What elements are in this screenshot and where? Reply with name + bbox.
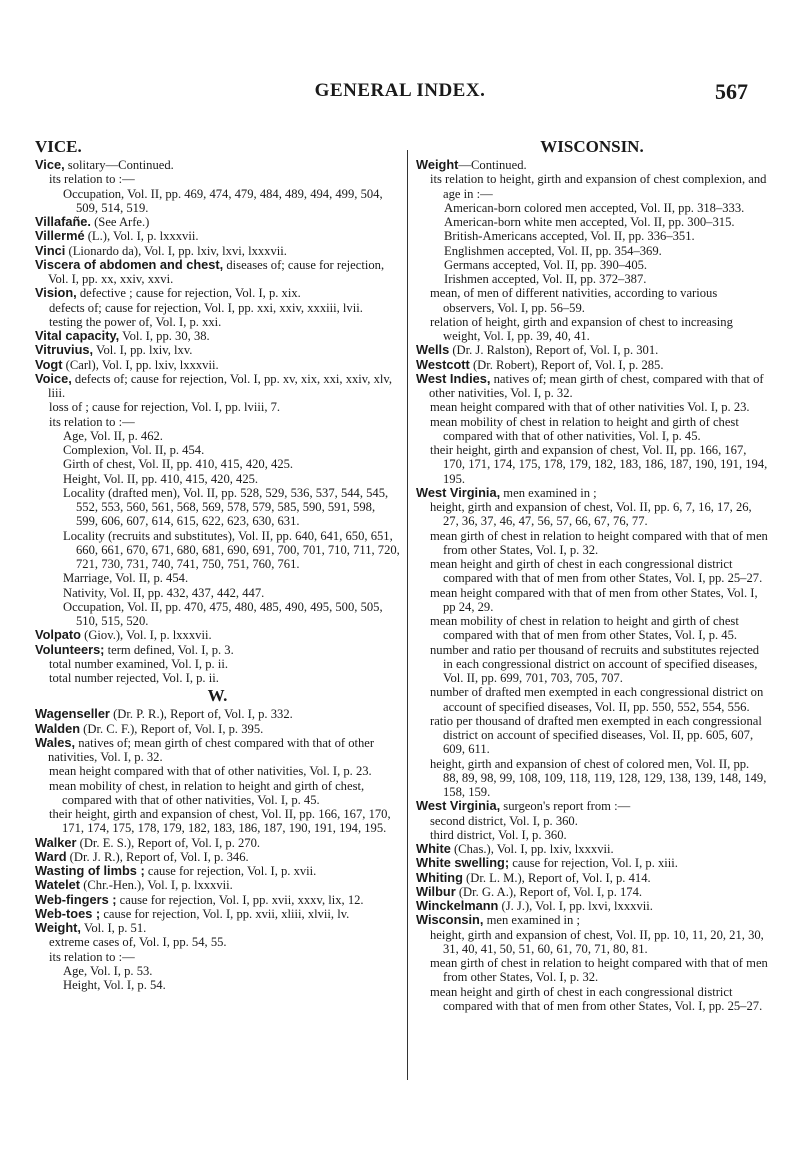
entry-text: ratio per thousand of drafted men exempted in each congressional district on account of specified diseases, Vol. II, pp. 605, 607, 609, 611. [430,713,762,757]
index-entry [35,215,400,229]
entry-text: Occupation, Vol. II, pp. 469, 474, 479, 484, 489, 494, 499, 504, 509, 514, 519. [63,186,383,215]
index-entry [35,329,400,343]
entry-term: West Virginia, [416,484,501,500]
entry-text: their height, girth and expansion of chest, Vol. II, pp. 166, 167, 170, 171, 174, 175, 178, 179, 182, 183, 186, 187, 190, 191, 194, 195. [430,443,768,486]
index-subentry [35,486,400,529]
index-entry [416,885,768,899]
entry-text: total number rejected, Vol. I, p. ii. [49,671,219,685]
entry-term: Volunteers; [35,641,105,657]
entry-text: Complexion, Vol. II, p. 454. [63,443,205,457]
entry-text: defective ; cause for rejection, Vol. I, p. xix. [76,286,301,301]
index-entry [35,722,400,736]
entry-text: (Dr. J. Ralston), Report of, Vol. I, p. 301. [449,343,659,358]
entry-text: surgeon's report from :— [500,799,631,814]
entry-text: American-born colored men accepted, Vol. II, pp. 318–333. [444,200,745,215]
entry-term: Walker [35,834,77,850]
index-entry [35,628,400,642]
index-subentry [416,985,768,1014]
index-subentry [35,671,400,685]
index-entry [416,358,768,372]
entry-text: men examined in ; [500,485,597,500]
entry-term: Wells [416,342,450,358]
entry-term: Vice, [35,157,65,172]
entry-text: cause for rejection, Vol. I, pp. xvii, xliii, xlvii, lv. [100,906,350,921]
entry-text: Age, Vol. II, p. 462. [63,428,163,443]
index-entry [416,799,768,813]
entry-text: loss of ; cause for rejection, Vol. I, pp. lviii, 7. [49,400,281,415]
entry-text: cause for rejection, Vol. I, p. xiii. [509,856,678,871]
page-header [0,80,800,110]
entry-term: Villermé [35,228,85,244]
entry-text: diseases of; cause for rejection, Vol. I, pp. xx, xxiv, xxvi. [48,257,385,286]
index-entry [35,836,400,850]
entry-term: West Virginia, [416,798,501,814]
index-entry [416,871,768,885]
running-title: GENERAL INDEX. [314,80,486,101]
entry-text: British-Americans accepted, Vol. II, pp. 336–351. [444,229,695,244]
index-entry [35,864,400,878]
entry-text: (Dr. G. A.), Report of, Vol. I, p. 174. [455,884,643,899]
index-subentry [416,500,768,529]
index-subentry [416,557,768,586]
entry-text: total number examined, Vol. I, p. ii. [49,656,228,671]
index-subentry [35,964,400,978]
entry-term: Vitruvius, [35,342,94,358]
entry-text: Vol. I, pp. 30, 38. [119,329,210,343]
index-subentry [416,928,768,957]
entry-text: (See Arfe.) [90,215,150,229]
entry-text: mean height compared with that of men from other States, Vol. I, pp 24, 29. [430,585,758,614]
entry-text: mean height compared with that of other nativities Vol. I, p. 23. [430,400,750,415]
section-letter: W. [207,686,228,706]
index-subentry [416,586,768,615]
index-subentry [35,172,400,186]
entry-text: Locality (recruits and substitutes), Vol. II, pp. 640, 641, 650, 651, 660, 661, 670, 671, 680, 681, 690, 691, 700, 701, 710, 711, 720, 721, 730, 731, 740, 741, 750, 751, 760, 761. [63,528,400,571]
entry-text: their height, girth and expansion of chest, Vol. II, pp. 166, 167, 170, 171, 174, 175, 178, 179, 182, 183, 186, 187, 190, 191, 194, 195. [49,807,391,836]
index-subentry [35,457,400,471]
index-subentry [416,400,768,414]
index-entry [416,913,768,927]
index-subentry [35,429,400,443]
entry-text: Height, Vol. I, p. 54. [63,978,166,992]
index-subentry [35,779,400,808]
entry-term: Vogt [35,356,63,372]
index-subentry [416,244,768,258]
entry-text: third district, Vol. I, p. 360. [430,827,567,842]
entry-text: mean girth of chest in relation to height compared with that of men from other States, Vol. I, p. 32. [430,528,768,557]
entry-term: White [416,841,451,856]
entry-text: number and ratio per thousand of recruits and substitutes rejected in each congressional district on account of specified diseases, Vol. II, pp. 699, 701, 703, 705, 707. [430,642,760,685]
index-entry [35,907,400,921]
entry-text: mean mobility of chest in relation to height and girth of chest compared with that of men from other States, Vol. I, p. 45. [430,614,739,643]
index-entry [416,372,768,401]
entry-text: (Carl), Vol. I, pp. lxiv, lxxxvii. [62,357,219,372]
entry-text: cause for rejection, Vol. I, pp. xvii, xxxv, lix, 12. [116,892,364,907]
entry-term: Vinci [35,242,66,258]
entry-text: mean height and girth of chest in each congressional district compared with that of men from other States, Vol. I, pp. 25–27. [430,984,763,1013]
index-subentry [416,415,768,444]
index-entry [35,921,400,935]
index-subentry [35,315,400,329]
entry-text: mean girth of chest in relation to height compared with that of men from other States, Vol. I, p. 32. [430,956,768,985]
entry-term: Westcott [416,356,470,372]
entry-term: Wilbur [416,883,456,899]
index-subentry [35,472,400,486]
index-subentry [416,685,768,714]
entry-term: Web-fingers ; [35,891,117,907]
index-entry [35,258,400,287]
entry-term: Voice, [35,370,72,386]
entry-text: Height, Vol. II, pp. 410, 415, 420, 425. [63,471,259,486]
entry-term: Wagenseller [35,706,110,722]
entry-term: Wasting of limbs ; [35,863,145,878]
entry-text: Irishmen accepted, Vol. II, pp. 372–387. [444,272,647,286]
entry-term: White swelling; [416,855,510,871]
entry-term: West Indies, [416,370,491,386]
entry-text: (Lionardo da), Vol. I, pp. lxiv, lxvi, lxxxvii. [65,243,287,258]
index-entry [35,286,400,300]
index-subentry [35,571,400,585]
entry-text: testing the power of, Vol. I, p. xxi. [49,314,222,329]
entry-text: Locality (drafted men), Vol. II, pp. 528, 529, 536, 537, 544, 545, 552, 553, 560, 561, 568, 569, 578, 579, 585, 590, 591, 598, 599, 606, 607, 614, 615, 622, 623, 630, 631. [63,485,389,529]
index-subentry [416,172,768,201]
index-entry [416,856,768,870]
index-subentry [35,529,400,572]
index-subentry [35,301,400,315]
entry-text: (Dr. Robert), Report of, Vol. I, p. 285. [469,357,664,372]
entry-text: Nativity, Vol. II, pp. 432, 437, 442, 447. [63,585,265,600]
index-entry [416,842,768,856]
index-entry [35,736,400,765]
entry-text: its relation to :— [49,949,135,964]
entry-text: relation of height, girth and expansion of chest to increasing weight, Vol. I, pp. 39, 40, 41. [430,314,733,343]
left-column [35,136,400,992]
entry-text: (Chr.-Hen.), Vol. I, p. lxxxvii. [80,878,233,893]
index-subentry [416,258,768,272]
entry-text: extreme cases of, Vol. I, pp. 54, 55. [49,935,227,950]
index-subentry [416,714,768,757]
index-subentry [416,215,768,229]
entry-text: (Chas.), Vol. I, pp. lxiv, lxxxvii. [450,842,614,856]
entry-term: Volpato [35,627,81,643]
entry-term: Web-toes ; [35,905,101,921]
entry-term: Weight [416,157,459,172]
entry-text: natives of; mean girth of chest, compared with that of other nativities, Vol. I, p. 32. [429,371,764,400]
entry-term: Whiting [416,869,463,885]
entry-text: number of drafted men exempted in each congressional district on account of specified diseases, Vol. II, pp. 550, 552, 554, 556. [430,685,764,714]
index-subentry [35,978,400,992]
index-subentry [416,272,768,286]
index-entry [35,229,400,243]
entry-text: height, girth and expansion of chest, Vol. II, pp. 6, 7, 16, 17, 26, 27, 36, 37, 46, 47, 56, 57, 66, 67, 76, 77. [430,500,752,529]
entry-text: term defined, Vol. I, p. 3. [104,642,234,657]
index-subentry [416,315,768,344]
entry-term: Ward [35,848,67,864]
entry-text: mean mobility of chest, in relation to height and girth of chest, compared with that of other nativities, Vol. I, p. 45. [49,778,365,807]
index-entry [35,707,400,721]
entry-text: mean height compared with that of other nativities, Vol. I, p. 23. [49,764,372,779]
entry-text: Marriage, Vol. II, p. 454. [63,571,189,586]
index-entry [35,244,400,258]
entry-text: its relation to :— [49,172,135,187]
index-subentry [35,807,400,836]
index-subentry [416,643,768,686]
entry-term: Weight, [35,920,81,935]
entry-text: men examined in ; [483,913,580,928]
index-subentry [35,443,400,457]
entry-text: height, girth and expansion of chest of colored men, Vol. II, pp. 88, 89, 98, 99, 108, 109, 118, 119, 128, 129, 138, 139, 148, 149, 158, 159. [430,756,767,799]
index-subentry [35,764,400,778]
entry-text: Occupation, Vol. II, pp. 470, 475, 480, 485, 490, 495, 500, 505, 510, 515, 520. [63,599,383,628]
entry-text: Vol. I, pp. lxiv, lxv. [93,343,193,358]
entry-term: Winckelmann [416,898,499,913]
entry-text: (Dr. C. F.), Report of, Vol. I, p. 395. [80,721,264,736]
index-entry [416,343,768,357]
index-subentry [416,229,768,243]
entry-text: (Dr. J. R.), Report of, Vol. I, p. 346. [66,849,249,864]
entry-text: Englishmen accepted, Vol. II, pp. 354–369. [444,243,662,258]
entry-text: (Dr. E. S.), Report of, Vol. I, p. 270. [76,835,261,850]
index-subentry [35,657,400,671]
entry-text: (Dr. P. R.), Report of, Vol. I, p. 332. [109,707,293,722]
entry-text: mean height and girth of chest in each congressional district compared with that of men from other States, Vol. I, pp. 25–27. [430,557,763,586]
index-subentry [35,950,400,964]
index-subentry [416,286,768,315]
index-subentry [35,935,400,949]
index-subentry [35,187,400,216]
index-entry [35,158,400,172]
entry-text: (Giov.), Vol. I, p. lxxxvii. [80,628,212,643]
index-subentry [416,757,768,800]
index-entry [35,893,400,907]
entry-text: mean mobility of chest in relation to height and girth of chest compared with that of other nativities, Vol. I, p. 45. [430,414,739,443]
index-entry [416,158,768,172]
entry-text: natives of; mean girth of chest compared with that of other nativities, Vol. I, p. 32. [48,735,375,764]
index-subentry [416,614,768,643]
right-column [416,136,768,1013]
index-entry [416,899,768,913]
index-subentry [416,201,768,215]
entry-text: cause for rejection, Vol. I, p. xvii. [144,864,317,878]
index-subentry [416,529,768,558]
entry-text: defects of; cause for rejection, Vol. I, pp. xv, xix, xxi, xxiv, xlv, liii. [48,371,393,400]
entry-text: solitary—Continued. [64,158,174,172]
column-divider [407,150,408,1080]
entry-text: (J. J.), Vol. I, pp. lxvi, lxxxvii. [498,899,653,913]
index-entry [35,358,400,372]
entry-text: —Continued. [458,158,527,172]
column-heading: WISCONSIN. [540,137,644,156]
entry-text: second district, Vol. I, p. 360. [430,813,578,828]
index-subentry [35,415,400,429]
index-subentry [35,400,400,414]
entry-text: Girth of chest, Vol. II, pp. 410, 415, 420, 425. [63,457,294,472]
entry-text: Germans accepted, Vol. II, pp. 390–405. [444,257,648,272]
entry-term: Wisconsin, [416,912,484,928]
entry-text: Vol. I, p. 51. [80,921,147,935]
entry-text: mean, of men of different nativities, according to various observers, Vol. I, pp. 56–59. [430,286,718,315]
entry-term: Vital capacity, [35,328,120,343]
index-subentry [416,443,768,486]
entry-term: Walden [35,720,81,736]
entry-term: Villafañe. [35,214,91,229]
index-subentry [416,956,768,985]
index-entry [35,850,400,864]
index-subentry [35,600,400,629]
column-heading: VICE. [35,137,82,156]
entry-text: (L.), Vol. I, p. lxxxvii. [84,229,199,244]
entry-term: Vision, [35,285,77,301]
page-number: 567 [715,79,748,104]
entry-text: its relation to :— [49,414,135,429]
index-subentry [416,814,768,828]
entry-term: Watelet [35,877,81,893]
index-entry [35,643,400,657]
entry-text: height, girth and expansion of chest, Vol. II, pp. 10, 11, 20, 21, 30, 31, 40, 41, 50, 51, 60, 61, 70, 71, 80, 81. [430,927,764,956]
index-entry [35,372,400,401]
entry-text: Age, Vol. I, p. 53. [63,963,153,978]
index-entry [35,878,400,892]
index-subentry [416,828,768,842]
index-entry [416,486,768,500]
entry-text: its relation to height, girth and expansion of chest complexion, and age in :— [430,172,767,201]
entry-text: (Dr. L. M.), Report of, Vol. I, p. 414. [462,870,651,885]
index-entry [35,343,400,357]
entry-text: defects of; cause for rejection, Vol. I, pp. xxi, xxiv, xxxiii, lvii. [49,300,363,315]
index-subentry [35,586,400,600]
entry-term: Viscera of abdomen and chest, [35,256,224,272]
entry-term: Wales, [35,734,76,750]
entry-text: American-born white men accepted, Vol. II, pp. 300–315. [444,215,735,229]
